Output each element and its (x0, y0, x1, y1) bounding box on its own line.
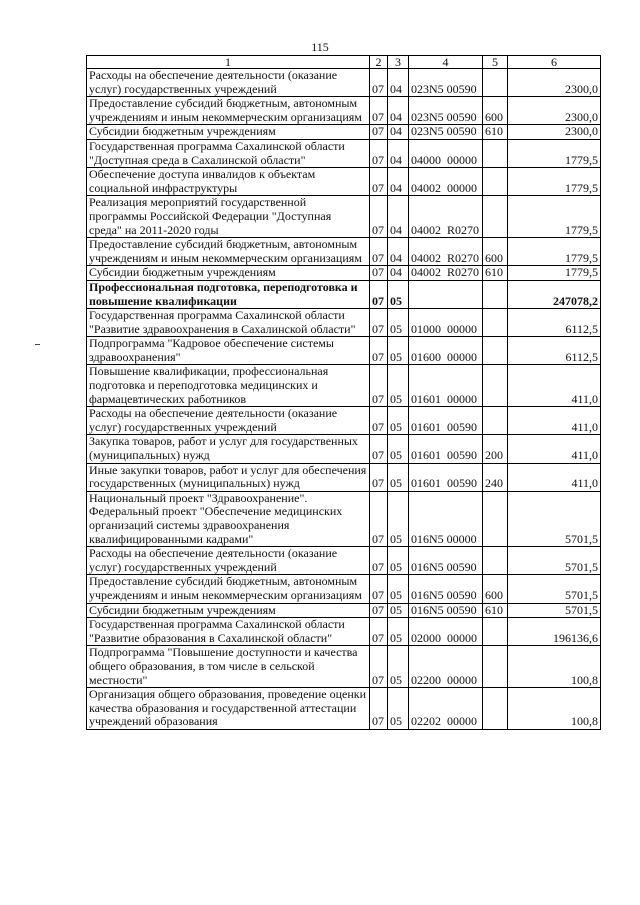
row-code-cell: 023N5 00590 (409, 97, 483, 125)
row-section-cell: 07 (370, 603, 388, 618)
row-subsection-cell: 05 (388, 618, 409, 646)
table-row (87, 618, 601, 646)
table-row (87, 603, 601, 618)
row-name-cell: Иные закупки товаров, работ и услуг для обеспечения государственных (муниципальных) нужд (87, 463, 370, 491)
row-subsection-cell: 05 (388, 365, 409, 407)
row-code-cell: 04002 R0270 (409, 196, 483, 238)
row-section-cell: 07 (370, 407, 388, 435)
row-section-cell: 07 (370, 491, 388, 546)
row-code-cell: 023N5 00590 (409, 69, 483, 97)
row-subsection-cell: 04 (388, 97, 409, 125)
row-code-cell: 04002 R0270 (409, 266, 483, 281)
row-type-cell: 200 (483, 435, 508, 463)
table-row (87, 337, 601, 365)
row-amount-cell: 411,0 (508, 407, 601, 435)
row-name-cell: Предоставление субсидий бюджетным, автономным учреждениям и иным некоммерческим организациям (87, 97, 370, 125)
row-section-cell: 07 (370, 97, 388, 125)
row-amount-cell: 5701,5 (508, 575, 601, 603)
row-name-cell: Национальный проект "Здравоохранение". Федеральный проект "Обеспечение медицинских организаций системы здравоохранения квалифицированными кадрами" (87, 491, 370, 546)
table-row (87, 69, 601, 97)
row-code-cell: 04002 R0270 (409, 238, 483, 266)
row-subsection-cell: 04 (388, 196, 409, 238)
table-row (87, 365, 601, 407)
row-section-cell: 07 (370, 266, 388, 281)
row-section-cell: 07 (370, 168, 388, 196)
row-amount-cell: 100,8 (508, 646, 601, 688)
table-row (87, 491, 601, 546)
table-body (87, 69, 601, 730)
row-type-cell (483, 196, 508, 238)
row-amount-cell: 100,8 (508, 688, 601, 730)
row-amount-cell: 5701,5 (508, 547, 601, 575)
row-name-cell: Государственная программа Сахалинской области "Доступная среда в Сахалинской области" (87, 139, 370, 167)
column-header: 1 (87, 56, 370, 69)
row-subsection-cell: 05 (388, 688, 409, 730)
row-code-cell: 02200 00000 (409, 646, 483, 688)
row-code-cell: 02202 00000 (409, 688, 483, 730)
row-type-cell (483, 365, 508, 407)
column-header: 4 (409, 56, 483, 69)
row-code-cell: 01601 00590 (409, 435, 483, 463)
row-amount-cell: 1779,5 (508, 266, 601, 281)
table-row (87, 646, 601, 688)
budget-table (86, 55, 601, 730)
row-type-cell (483, 309, 508, 337)
row-section-cell: 07 (370, 463, 388, 491)
row-name-cell: Организация общего образования, проведение оценки качества образования и государственной аттестации учреждений образования (87, 688, 370, 730)
row-type-cell: 600 (483, 575, 508, 603)
table-row (87, 196, 601, 238)
row-type-cell (483, 407, 508, 435)
row-type-cell (483, 547, 508, 575)
row-name-cell: Закупка товаров, работ и услуг для государственных (муниципальных) нужд (87, 435, 370, 463)
row-code-cell: 016N5 00590 (409, 603, 483, 618)
row-amount-cell: 1779,5 (508, 238, 601, 266)
margin-mark (35, 344, 40, 345)
row-amount-cell: 411,0 (508, 435, 601, 463)
row-amount-cell: 247078,2 (508, 280, 601, 308)
row-type-cell (483, 688, 508, 730)
table-row (87, 688, 601, 730)
row-type-cell (483, 69, 508, 97)
row-section-cell: 07 (370, 337, 388, 365)
row-name-cell: Расходы на обеспечение деятельности (оказание услуг) государственных учреждений (87, 547, 370, 575)
row-section-cell: 07 (370, 646, 388, 688)
row-section-cell: 07 (370, 547, 388, 575)
table-row (87, 168, 601, 196)
row-name-cell: Расходы на обеспечение деятельности (оказание услуг) государственных учреждений (87, 69, 370, 97)
row-amount-cell: 1779,5 (508, 196, 601, 238)
row-section-cell: 07 (370, 125, 388, 140)
row-subsection-cell: 05 (388, 337, 409, 365)
column-header: 3 (388, 56, 409, 69)
row-amount-cell: 196136,6 (508, 618, 601, 646)
row-section-cell: 07 (370, 139, 388, 167)
row-amount-cell: 5701,5 (508, 603, 601, 618)
table-row (87, 280, 601, 308)
row-amount-cell: 1779,5 (508, 139, 601, 167)
row-code-cell: 01601 00590 (409, 407, 483, 435)
table-row (87, 97, 601, 125)
row-subsection-cell: 04 (388, 139, 409, 167)
row-subsection-cell: 05 (388, 463, 409, 491)
row-code-cell (409, 280, 483, 308)
row-name-cell: Обеспечение доступа инвалидов к объектам социальной инфраструктуры (87, 168, 370, 196)
row-name-cell: Подпрограмма "Повышение доступности и качества общего образования, в том числе в сельской местности" (87, 646, 370, 688)
row-type-cell (483, 139, 508, 167)
row-section-cell: 07 (370, 365, 388, 407)
row-type-cell (483, 280, 508, 308)
table-row (87, 435, 601, 463)
row-amount-cell: 411,0 (508, 365, 601, 407)
row-amount-cell: 1779,5 (508, 168, 601, 196)
row-type-cell: 610 (483, 266, 508, 281)
row-subsection-cell: 05 (388, 575, 409, 603)
row-section-cell: 07 (370, 238, 388, 266)
row-amount-cell: 2300,0 (508, 125, 601, 140)
row-name-cell: Расходы на обеспечение деятельности (оказание услуг) государственных учреждений (87, 407, 370, 435)
row-code-cell: 016N5 00590 (409, 547, 483, 575)
row-subsection-cell: 05 (388, 280, 409, 308)
row-subsection-cell: 04 (388, 266, 409, 281)
row-code-cell: 023N5 00590 (409, 125, 483, 140)
row-type-cell (483, 337, 508, 365)
row-section-cell: 07 (370, 196, 388, 238)
row-section-cell: 07 (370, 435, 388, 463)
row-type-cell (483, 646, 508, 688)
header-row (87, 56, 601, 69)
table-row (87, 125, 601, 140)
row-type-cell (483, 491, 508, 546)
table-row (87, 139, 601, 167)
row-name-cell: Субсидии бюджетным учреждениям (87, 125, 370, 140)
table-row (87, 575, 601, 603)
row-name-cell: Субсидии бюджетным учреждениям (87, 603, 370, 618)
row-name-cell: Профессиональная подготовка, переподготовка и повышение квалификации (87, 280, 370, 308)
table-row (87, 238, 601, 266)
row-type-cell: 610 (483, 125, 508, 140)
row-name-cell: Государственная программа Сахалинской области "Развитие здравоохранения в Сахалинской области" (87, 309, 370, 337)
row-name-cell: Предоставление субсидий бюджетным, автономным учреждениям и иным некоммерческим организациям (87, 238, 370, 266)
row-type-cell: 240 (483, 463, 508, 491)
column-header: 6 (508, 56, 601, 69)
row-subsection-cell: 04 (388, 125, 409, 140)
row-name-cell: Субсидии бюджетным учреждениям (87, 266, 370, 281)
page-number: 115 (311, 40, 329, 54)
row-type-cell: 610 (483, 603, 508, 618)
row-subsection-cell: 05 (388, 646, 409, 688)
row-name-cell: Государственная программа Сахалинской области "Развитие образования в Сахалинской области" (87, 618, 370, 646)
row-code-cell: 01601 00000 (409, 365, 483, 407)
row-code-cell: 016N5 00000 (409, 491, 483, 546)
row-section-cell: 07 (370, 688, 388, 730)
row-amount-cell: 6112,5 (508, 337, 601, 365)
row-section-cell: 07 (370, 575, 388, 603)
row-amount-cell: 6112,5 (508, 309, 601, 337)
row-code-cell: 01601 00590 (409, 463, 483, 491)
table-row (87, 407, 601, 435)
row-subsection-cell: 05 (388, 407, 409, 435)
row-section-cell: 07 (370, 309, 388, 337)
row-type-cell: 600 (483, 97, 508, 125)
row-name-cell: Предоставление субсидий бюджетным, автономным учреждениям и иным некоммерческим организациям (87, 575, 370, 603)
row-section-cell: 07 (370, 280, 388, 308)
table-row (87, 309, 601, 337)
row-amount-cell: 2300,0 (508, 69, 601, 97)
row-name-cell: Подпрограмма "Кадровое обеспечение системы здравоохранения" (87, 337, 370, 365)
row-code-cell: 016N5 00590 (409, 575, 483, 603)
row-code-cell: 04000 00000 (409, 139, 483, 167)
row-code-cell: 01000 00000 (409, 309, 483, 337)
table-row (87, 547, 601, 575)
row-subsection-cell: 04 (388, 69, 409, 97)
row-code-cell: 04002 00000 (409, 168, 483, 196)
row-subsection-cell: 05 (388, 603, 409, 618)
row-code-cell: 02000 00000 (409, 618, 483, 646)
row-subsection-cell: 05 (388, 547, 409, 575)
table-row (87, 266, 601, 281)
row-subsection-cell: 04 (388, 238, 409, 266)
column-header: 2 (370, 56, 388, 69)
table-row (87, 463, 601, 491)
row-name-cell: Повышение квалификации, профессиональная подготовка и переподготовка медицинских и фармацевтических работников (87, 365, 370, 407)
row-name-cell: Реализация мероприятий государственной программы Российской Федерации "Доступная среда" на 2011-2020 годы (87, 196, 370, 238)
row-section-cell: 07 (370, 69, 388, 97)
row-type-cell (483, 618, 508, 646)
row-type-cell: 600 (483, 238, 508, 266)
row-subsection-cell: 04 (388, 168, 409, 196)
row-type-cell (483, 168, 508, 196)
row-subsection-cell: 05 (388, 435, 409, 463)
row-subsection-cell: 05 (388, 491, 409, 546)
row-amount-cell: 2300,0 (508, 97, 601, 125)
row-code-cell: 01600 00000 (409, 337, 483, 365)
column-header: 5 (483, 56, 508, 69)
row-amount-cell: 411,0 (508, 463, 601, 491)
row-amount-cell: 5701,5 (508, 491, 601, 546)
row-section-cell: 07 (370, 618, 388, 646)
row-subsection-cell: 05 (388, 309, 409, 337)
